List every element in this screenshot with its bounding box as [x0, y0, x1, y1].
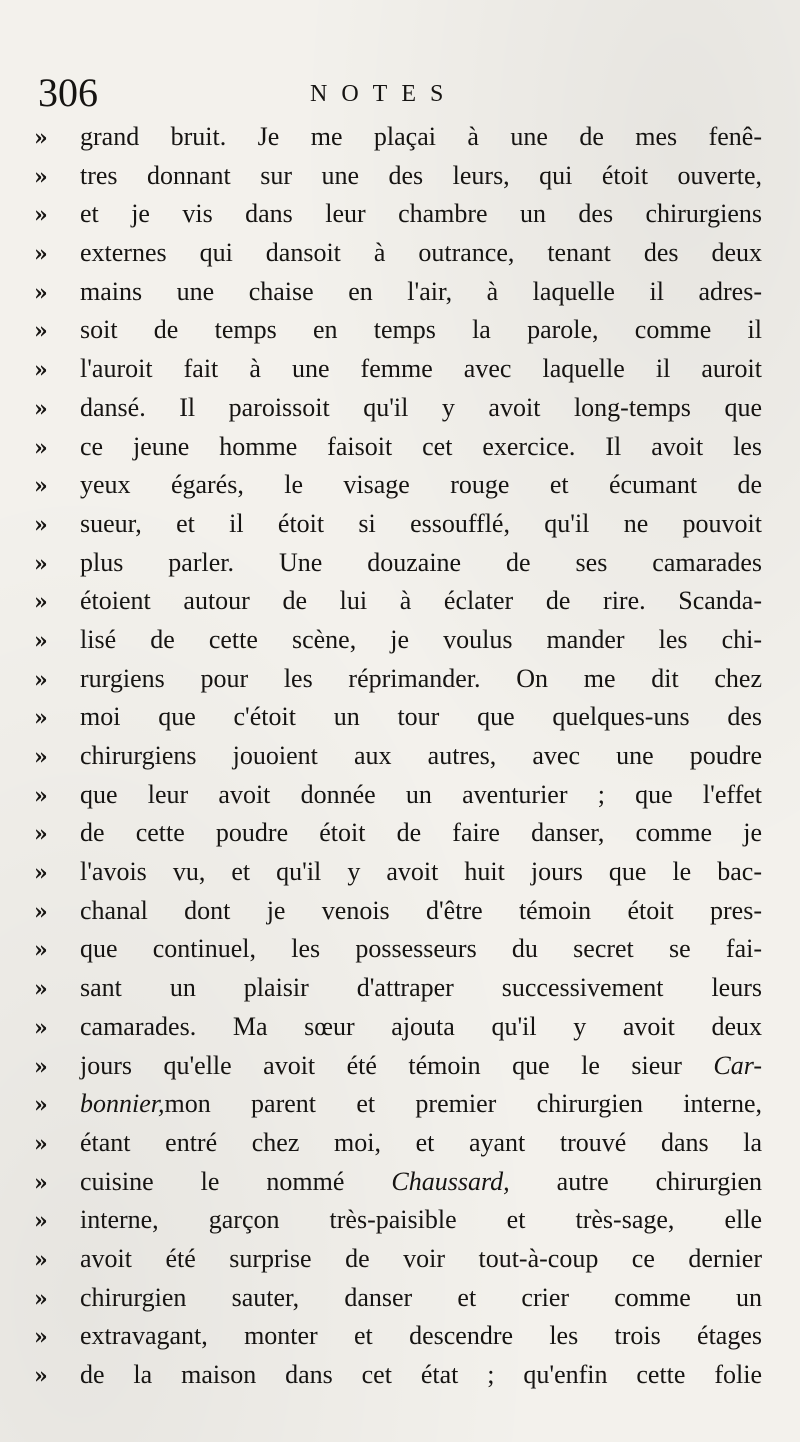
quote-mark: » [34, 937, 48, 964]
line-text [80, 621, 762, 660]
quote-mark: » [34, 1246, 48, 1273]
italic-name: bonnier, [80, 1089, 165, 1119]
quote-mark: » [34, 550, 48, 577]
text-line [32, 1163, 762, 1202]
line-text [80, 1317, 762, 1356]
quote-mark: » [34, 627, 48, 654]
line-text [80, 660, 762, 699]
quote-mark: » [34, 473, 48, 500]
line-segment: mon parent et premier chirurgien interne, [164, 1089, 762, 1119]
line-segment: plus parler. Une douzaine de ses camarades [80, 547, 762, 577]
line-text [80, 1240, 762, 1279]
text-line [32, 273, 762, 312]
line-text [80, 737, 762, 776]
line-segment: cuisine le nommé [80, 1166, 345, 1196]
text-line [32, 776, 762, 815]
line-segment: rurgiens pour les réprimander. On me dit chez [80, 663, 762, 693]
quote-mark: » [34, 1130, 48, 1157]
line-text [80, 466, 762, 505]
line-text [80, 350, 762, 389]
line-text [80, 195, 762, 234]
text-line [32, 389, 762, 428]
line-segment: que leur avoit donnée un aventurier ; que l'effet [80, 779, 762, 809]
quote-mark: » [34, 898, 48, 925]
quote-mark: » [34, 782, 48, 809]
quote-mark: » [34, 821, 48, 848]
quote-mark: » [34, 744, 48, 770]
italic-name: Chaussard, [391, 1166, 510, 1196]
line-text [80, 814, 762, 853]
line-segment: sueur, et il étoit si essoufflé, qu'il ne pouvoit [80, 508, 762, 538]
text-line [32, 892, 762, 931]
line-segment: chirurgiens jouoient aux autres, avec une poudre [80, 741, 762, 770]
text-line [32, 466, 762, 505]
text-line [32, 1317, 762, 1356]
italic-name: Car- [713, 1050, 763, 1080]
line-text [80, 892, 762, 931]
line-segment: et je vis dans leur chambre un des chirurgiens [80, 199, 762, 229]
line-segment: que continuel, les possesseurs du secret se fai- [80, 934, 762, 964]
line-segment: sant un plaisir d'attraper successivement leurs [80, 973, 762, 1003]
line-text [80, 505, 762, 544]
text-line [32, 1279, 762, 1318]
text-line [32, 234, 762, 273]
line-text [80, 311, 762, 350]
text-line [32, 582, 762, 621]
quote-mark: » [34, 125, 48, 151]
line-segment: avoit été surprise de voir tout-à-coup ce dernier [80, 1243, 762, 1273]
line-text [80, 1047, 762, 1086]
text-line [32, 1356, 762, 1395]
line-segment: ce jeune homme faisoit cet exercice. Il avoit les [80, 431, 762, 461]
line-text [80, 1279, 762, 1318]
text-line [32, 311, 762, 350]
line-segment: dansé. Il paroissoit qu'il y avoit long-temps que [80, 392, 762, 422]
text-line [32, 853, 762, 892]
page-number: 306 [38, 70, 98, 115]
quote-mark: » [34, 1285, 48, 1312]
quote-mark: » [34, 279, 48, 306]
quote-mark: » [34, 1363, 48, 1389]
quote-mark: » [34, 1092, 48, 1119]
text-line [32, 118, 762, 157]
text-line [32, 195, 762, 234]
line-segment: étoient autour de lui à éclater de rire. Scanda- [80, 586, 762, 616]
quote-mark: » [34, 163, 48, 190]
line-segment: soit de temps en temps la parole, comme il [80, 315, 762, 345]
text-line [32, 1047, 762, 1086]
line-text [80, 582, 762, 621]
quote-mark: » [34, 976, 48, 1003]
quote-mark: » [34, 860, 48, 887]
line-text [80, 1201, 762, 1240]
line-text [80, 776, 762, 815]
text-line [32, 157, 762, 196]
line-text [80, 930, 762, 969]
quote-mark: » [34, 434, 48, 461]
line-segment: mains une chaise en l'air, à laquelle il adres- [80, 276, 762, 306]
text-line [32, 1201, 762, 1240]
quote-mark: » [34, 1053, 48, 1080]
line-text [80, 544, 762, 583]
text-line [32, 350, 762, 389]
line-text [80, 273, 762, 312]
quote-mark: » [34, 202, 48, 229]
text-line [32, 1008, 762, 1047]
line-text [80, 234, 762, 273]
line-segment: jours qu'elle avoit été témoin que le sieur [80, 1050, 682, 1080]
quote-mark: » [34, 241, 48, 268]
line-segment: moi que c'étoit un tour que quelques-uns des [80, 702, 762, 732]
line-segment: de la maison dans cet état ; qu'enfin cette folie [80, 1360, 762, 1389]
line-text [80, 1356, 762, 1395]
line-segment: extravagant, monter et descendre les trois étages [80, 1321, 762, 1351]
quote-mark: » [34, 1169, 48, 1196]
line-segment: l'avois vu, et qu'il y avoit huit jours que le bac- [80, 857, 762, 887]
quote-mark: » [34, 318, 48, 345]
text-line [32, 544, 762, 583]
quote-mark: » [34, 511, 48, 538]
line-segment: tres donnant sur une des leurs, qui étoit ouverte, [80, 160, 762, 190]
body-text [32, 118, 762, 1395]
text-line [32, 969, 762, 1008]
line-text [80, 1085, 762, 1124]
text-line [32, 505, 762, 544]
text-line [32, 660, 762, 699]
line-text [80, 1008, 762, 1047]
line-segment: autre chirurgien [556, 1166, 763, 1196]
text-line [32, 930, 762, 969]
line-text [80, 1124, 762, 1163]
line-text [80, 389, 762, 428]
line-segment: de cette poudre étoit de faire danser, comme je [80, 818, 762, 848]
text-line [32, 1124, 762, 1163]
text-line [32, 737, 762, 776]
line-text [80, 969, 762, 1008]
line-segment: interne, garçon très-paisible et très-sage, elle [80, 1205, 762, 1235]
line-segment: yeux égarés, le visage rouge et écumant de [80, 470, 762, 500]
quote-mark: » [34, 357, 48, 384]
line-segment: lisé de cette scène, je voulus mander les chi- [80, 624, 762, 654]
line-text [80, 853, 762, 892]
line-text [80, 118, 762, 157]
quote-mark: » [34, 395, 48, 422]
line-segment: grand bruit. Je me plaçai à une de mes fenê- [80, 122, 762, 151]
line-text [80, 1163, 762, 1202]
line-segment: chirurgien sauter, danser et crier comme un [80, 1282, 762, 1312]
line-segment: camarades. Ma sœur ajouta qu'il y avoit deux [80, 1011, 762, 1041]
line-segment: externes qui dansoit à outrance, tenant des deux [80, 238, 762, 268]
text-line [32, 428, 762, 467]
quote-mark: » [34, 1324, 48, 1351]
running-head: NOTES [310, 81, 458, 107]
quote-mark: » [34, 589, 48, 616]
line-segment: l'auroit fait à une femme avec laquelle il auroit [80, 354, 762, 384]
text-line [32, 621, 762, 660]
line-segment: étant entré chez moi, et ayant trouvé dans la [80, 1127, 762, 1157]
page-header [38, 68, 758, 118]
quote-mark: » [34, 1014, 48, 1041]
text-line [32, 1085, 762, 1124]
line-segment: chanal dont je venois d'être témoin étoit pres- [80, 895, 762, 925]
quote-mark: » [34, 705, 48, 732]
quote-mark: » [34, 1208, 48, 1235]
text-line [32, 1240, 762, 1279]
line-text [80, 698, 762, 737]
quote-mark: » [34, 666, 48, 693]
line-text [80, 428, 762, 467]
line-text [80, 157, 762, 196]
text-line [32, 698, 762, 737]
text-line [32, 814, 762, 853]
